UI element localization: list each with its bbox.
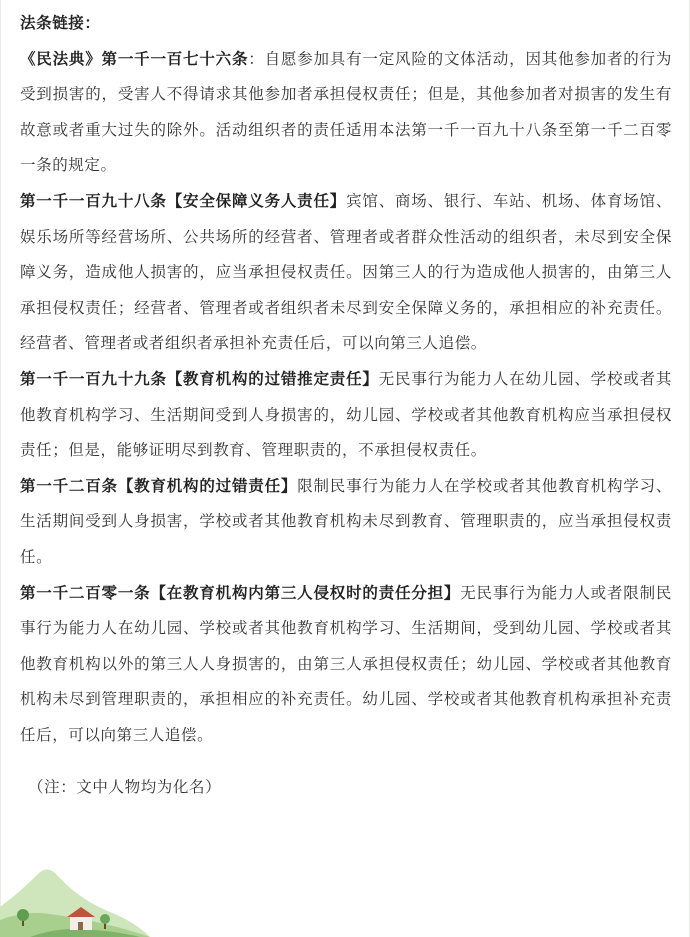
footnote: （注：文中人物均为化名） xyxy=(28,778,222,797)
law-article-1199 xyxy=(20,362,672,469)
landscape-illustration xyxy=(0,852,150,937)
article-text: 无民事行为能力人在幼儿园、学校或者其他教育机构学习、生活期间受到人身损害的，幼儿园、学校或者其他教育机构应当承担侵权责任；但是，能够证明尽到教育、管理职责的，不承担侵权责任。 xyxy=(20,369,673,460)
section-heading: 法条链接： xyxy=(20,14,101,32)
law-article-1200 xyxy=(20,469,672,576)
article-text: 限制民事行为能力人在学校或者其他教育机构学习、生活期间受到人身损害，学校或者其他教育机构未尽到教育、管理职责的，应当承担侵权责任。 xyxy=(20,476,672,566)
article-title: 第一千二百零一条【在教育机构内第三人侵权时的责任分担】 xyxy=(20,583,461,602)
article-text: 无民事行为能力人或者限制民事行为能力人在幼儿园、学校或者其他教育机构学习、生活期间，受到幼儿园、学校或者其他教育机构以外的第三人人身损害的，由第三人承担侵权责任；幼儿园、学校或者其他教育机构未尽到管理职责的，承担相应的补充责任。幼儿园、学校或者其他教育机构承担补充责任后，可以向第三人追偿。 xyxy=(20,583,672,744)
article-title: 《民法典》第一千一百七十六条 xyxy=(20,49,249,68)
law-article-1198 xyxy=(20,184,672,362)
article-title: 第一千一百九十八条【安全保障义务人责任】 xyxy=(20,191,347,210)
law-article-1176 xyxy=(20,42,672,184)
article-title: 第一千一百九十九条【教育机构的过错推定责任】 xyxy=(20,369,379,388)
law-article-1201 xyxy=(20,576,672,754)
article-body xyxy=(20,6,672,806)
article-title: 第一千二百条【教育机构的过错责任】 xyxy=(20,476,298,495)
article-text: 宾馆、商场、银行、车站、机场、体育场馆、娱乐场所等经营场所、公共场所的经营者、管理者或者群众性活动的组织者，未尽到安全保障义务，造成他人损害的，应当承担侵权责任。因第三人的行为造成他人损害的，由第三人承担侵权责任；经营者、管理者或者组织者未尽到安全保障义务的，承担相应的补充责任。经营者、管理者或者组织者承担补充责任后，可以向第三人追偿。 xyxy=(20,191,672,353)
article-text: ：自愿参加具有一定风险的文体活动，因其他参加者的行为受到损害的，受害人不得请求其他参加者承担侵权责任；但是，其他参加者对损害的发生有故意或者重大过失的除外。活动组织者的责任适用本法第一千一百九十八条至第一千二百零一条的规定。 xyxy=(20,49,673,175)
